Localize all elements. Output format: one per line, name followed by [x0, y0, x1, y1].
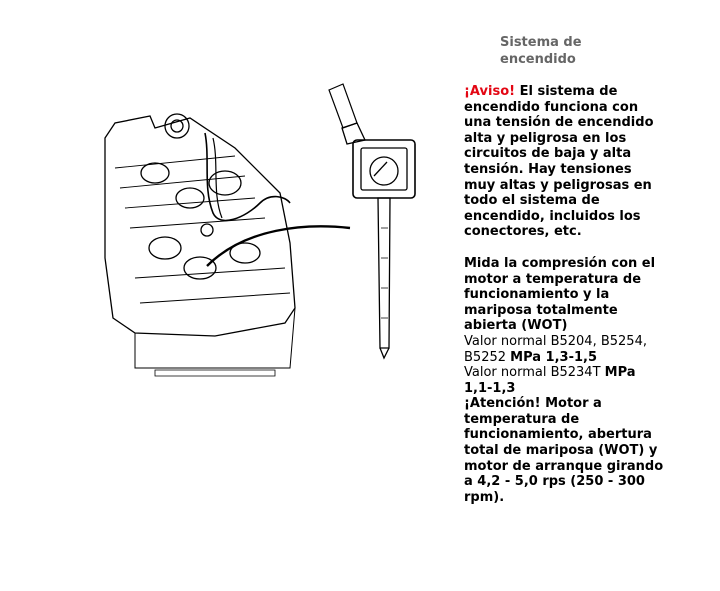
lifting-eye — [165, 114, 189, 138]
tester-hose — [207, 226, 350, 266]
spec-b5234t: Valor normal B5234T MPa 1,1-1,3 — [464, 365, 636, 396]
warning-text: El sistema de encendido funciona con una tensión de encendido alta y peligrosa en los circuitos de baja y alta tensión. Hay tensiones muy altas y peligrosas en todo el sistema de encendido, incluidos los conectores, etc. — [464, 84, 654, 240]
section-title: Sistema de encendido — [500, 35, 582, 67]
gauge-probe — [378, 198, 390, 348]
warning-paragraph — [464, 84, 664, 240]
text-column — [464, 34, 664, 505]
engine-block — [105, 116, 295, 336]
spec-b5204: Valor normal B5204, B5254, B5252 MPa 1,3-1,5 — [464, 333, 647, 365]
gauge-handle — [329, 84, 357, 128]
attention-paragraph: ¡Atención! Motor a temperatura de funcionamiento, abertura total de mariposa (WOT) y motor de arranque girando a 4,2 - 5,0 rps (250 - 300 rpm). — [464, 396, 664, 505]
wiring — [205, 133, 290, 220]
engine-compression-tester-illustration — [95, 78, 445, 378]
warning-label: ¡Aviso! — [464, 84, 516, 99]
instruction-paragraph: Mida la compresión con el motor a temperatura de funcionamiento y la mariposa totalmente abierta (WOT) — [464, 255, 656, 334]
